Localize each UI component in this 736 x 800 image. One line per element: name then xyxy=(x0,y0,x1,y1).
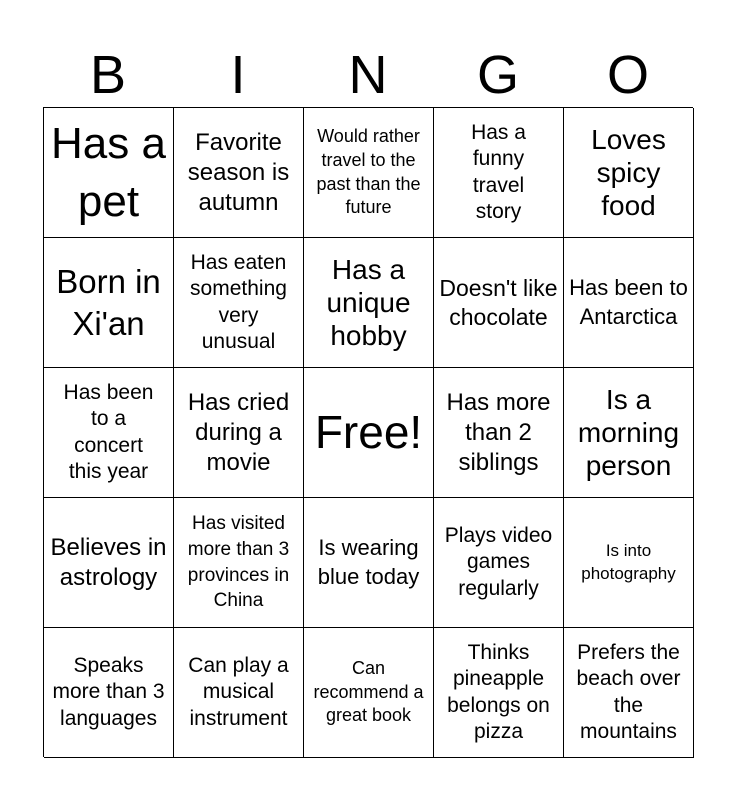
bingo-cell-text: Loves spicy food xyxy=(591,123,666,222)
bingo-cell-text: Has eaten something very unusual xyxy=(190,251,287,353)
header-letter-i: I xyxy=(230,45,246,105)
bingo-cell xyxy=(564,238,694,368)
bingo-cell xyxy=(44,108,174,238)
bingo-cell xyxy=(44,498,174,628)
bingo-cell xyxy=(564,628,694,758)
bingo-cell xyxy=(564,368,694,498)
bingo-cell xyxy=(304,368,434,498)
header-letter-n: N xyxy=(348,45,388,105)
bingo-cell xyxy=(44,368,174,498)
bingo-cell xyxy=(174,368,304,498)
bingo-cell-text: Has cried during a movie xyxy=(187,388,290,476)
bingo-cell xyxy=(304,498,434,628)
bingo-cell-text: Is into photography xyxy=(581,541,676,583)
bingo-cell-text: Born in Xi'an xyxy=(56,263,161,342)
bingo-cell-text: Speaks more than 3 languages xyxy=(52,654,165,730)
bingo-cell xyxy=(174,238,304,368)
bingo-cell-text: Would rather travel to the past than the future xyxy=(316,126,421,218)
bingo-cell-text: Can play a musical instrument xyxy=(188,654,289,730)
bingo-cell-text: Has been to Antarctica xyxy=(569,275,688,329)
bingo-cell-text: Prefers the beach over the mountains xyxy=(576,641,681,743)
bingo-cell xyxy=(44,628,174,758)
bingo-cell-text: Has more than 2 siblings xyxy=(446,388,551,476)
bingo-cell-text: Has visited more than 3 provinces in China xyxy=(187,513,290,612)
bingo-cell-text: Doesn't like chocolate xyxy=(439,274,558,330)
header-letter-b: B xyxy=(89,45,127,105)
bingo-cell xyxy=(304,238,434,368)
bingo-cell-text: Believes in astrology xyxy=(50,533,167,591)
bingo-cell-text: Free! xyxy=(314,405,423,458)
bingo-cell xyxy=(434,368,564,498)
bingo-cell xyxy=(304,628,434,758)
bingo-cell-text: Has a funny travel story xyxy=(471,121,526,223)
header-letter-g: G xyxy=(476,45,519,105)
bingo-header xyxy=(43,42,693,108)
bingo-cell-text: Favorite season is autumn xyxy=(187,128,290,216)
bingo-cell xyxy=(434,108,564,238)
bingo-cell xyxy=(434,498,564,628)
bingo-cell-text: Can recommend a great book xyxy=(313,657,424,726)
bingo-cell-text: Has a unique hobby xyxy=(326,253,411,352)
bingo-cell-text: Has been to a concert this year xyxy=(63,381,154,483)
bingo-cell xyxy=(434,628,564,758)
bingo-cell xyxy=(564,108,694,238)
bingo-cell-text: Has a pet xyxy=(51,119,166,226)
bingo-cell xyxy=(174,498,304,628)
bingo-cell xyxy=(44,238,174,368)
bingo-cell-text: Thinks pineapple belongs on pizza xyxy=(447,641,550,743)
bingo-cell xyxy=(434,238,564,368)
bingo-cell-text: Plays video games regularly xyxy=(444,524,553,600)
bingo-cell-text: Is wearing blue today xyxy=(317,535,420,589)
header-letter-o: O xyxy=(606,45,649,105)
bingo-board xyxy=(43,107,693,757)
bingo-cell xyxy=(304,108,434,238)
bingo-cell xyxy=(174,628,304,758)
bingo-cell xyxy=(174,108,304,238)
bingo-cell-text: Is a morning person xyxy=(577,383,680,482)
bingo-cell xyxy=(564,498,694,628)
